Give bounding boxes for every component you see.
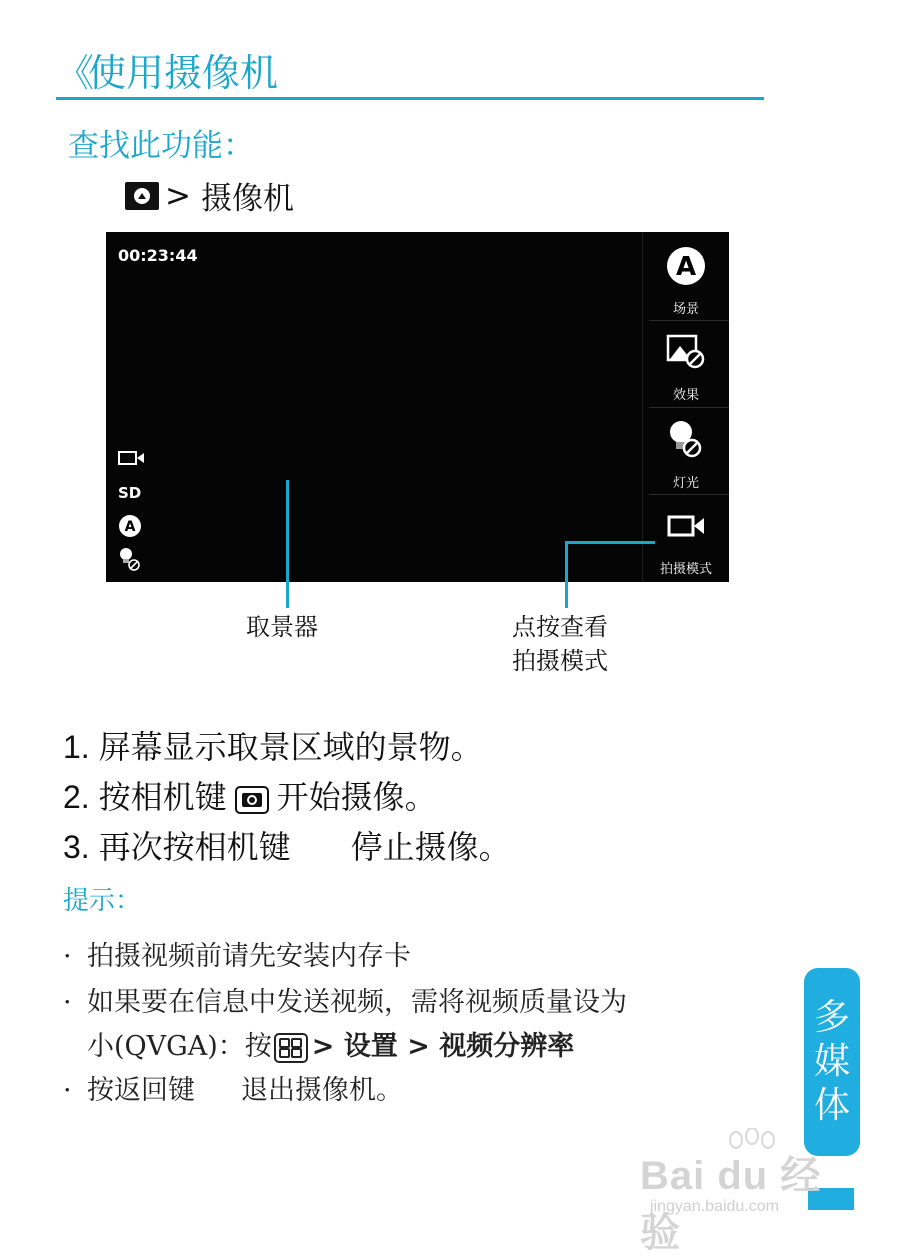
watermark-brand: Bai du 经验 [640, 1154, 822, 1255]
tip-heading: 提示： [63, 886, 142, 916]
mode-callout-line-h [565, 541, 655, 544]
quality-indicator: SD [118, 484, 142, 502]
mode-callout-line-v [565, 541, 568, 608]
step-text: 停止摄像。 [350, 829, 511, 865]
svg-text:A: A [675, 252, 697, 282]
mode-callout-line1: 点按查看 [512, 613, 608, 641]
section-header [56, 48, 278, 98]
chapter-tab-char: 体 [813, 1085, 850, 1126]
scene-label: 场景 [672, 302, 699, 317]
bullet-dot: · [63, 941, 72, 972]
step-2 [63, 772, 437, 818]
launcher-icon [125, 182, 159, 210]
step-1 [63, 722, 483, 768]
mode-callout-label [512, 610, 608, 678]
tip-item [63, 1068, 403, 1107]
light-label: 灯光 [672, 476, 699, 491]
settings-path: > 设置 > 视频分辨率 [311, 1031, 575, 1062]
menu-key-icon [274, 1033, 308, 1063]
camera-key-icon [235, 786, 269, 814]
watermark-url: jingyan.baidu.com [650, 1198, 779, 1215]
step-text: 屏幕显示取景区域的景物。 [98, 729, 483, 765]
page-title: 使用摄像机 [88, 51, 279, 95]
scene-auto-icon [666, 246, 706, 286]
tip-text: 退出摄像机。 [241, 1075, 403, 1106]
tip-text: 如果要在信息中发送视频，需将视频质量设为 [87, 987, 627, 1018]
effects-off-icon [664, 332, 708, 372]
effects-label: 效果 [672, 388, 699, 403]
effects-button[interactable] [643, 332, 729, 376]
tip-text: 按返回键 [87, 1075, 195, 1106]
menu-divider [649, 320, 729, 321]
tip-text: 拍摄视频前请先安装内存卡 [87, 941, 411, 972]
tip-item [63, 934, 411, 973]
scene-auto-small-icon [118, 514, 142, 542]
menu-divider [649, 494, 729, 495]
step-number: 1. [63, 729, 90, 765]
viewfinder-callout-label: 取景器 [246, 613, 318, 641]
capture-mode-button[interactable] [643, 512, 729, 544]
bullet-dot: · [63, 1075, 72, 1106]
chapter-tab-char: 媒 [813, 1041, 850, 1082]
step-text: 按相机键 [98, 779, 227, 815]
light-off-small-icon [118, 546, 142, 576]
video-mode-icon [118, 450, 146, 470]
camcorder-screen [106, 232, 729, 582]
tip-text: 小(QVGA)：按 [87, 1031, 272, 1062]
viewfinder-callout-line [286, 480, 289, 608]
capture-mode-label: 拍摄模式 [659, 562, 712, 577]
video-camera-icon [664, 512, 708, 540]
path-separator: > [165, 177, 191, 214]
chapter-tab-char: 多 [813, 997, 850, 1038]
chevron-marker: 《 [56, 51, 85, 95]
light-off-icon [664, 418, 708, 460]
light-button[interactable] [643, 418, 729, 464]
navigation-path [125, 173, 294, 218]
watermark [640, 1128, 860, 1255]
recording-timer: 00:23:44 [118, 246, 198, 265]
step-text: 再次按相机键 [98, 829, 291, 865]
menu-divider [649, 407, 729, 408]
step-number: 2. [63, 779, 90, 815]
tip-item-continued [87, 1024, 574, 1063]
step-number: 3. [63, 829, 90, 865]
title-divider [56, 97, 764, 100]
camera-side-menu [642, 232, 729, 582]
scene-button[interactable] [643, 246, 729, 290]
mode-callout-line2: 拍摄模式 [512, 647, 608, 675]
path-target: 摄像机 [200, 181, 294, 217]
step-text: 开始摄像。 [276, 779, 437, 815]
tip-item [63, 980, 627, 1019]
step-3 [63, 822, 511, 868]
svg-text:A: A [124, 519, 136, 535]
bullet-dot: · [63, 987, 72, 1018]
find-feature-label: 查找此功能： [68, 128, 254, 164]
